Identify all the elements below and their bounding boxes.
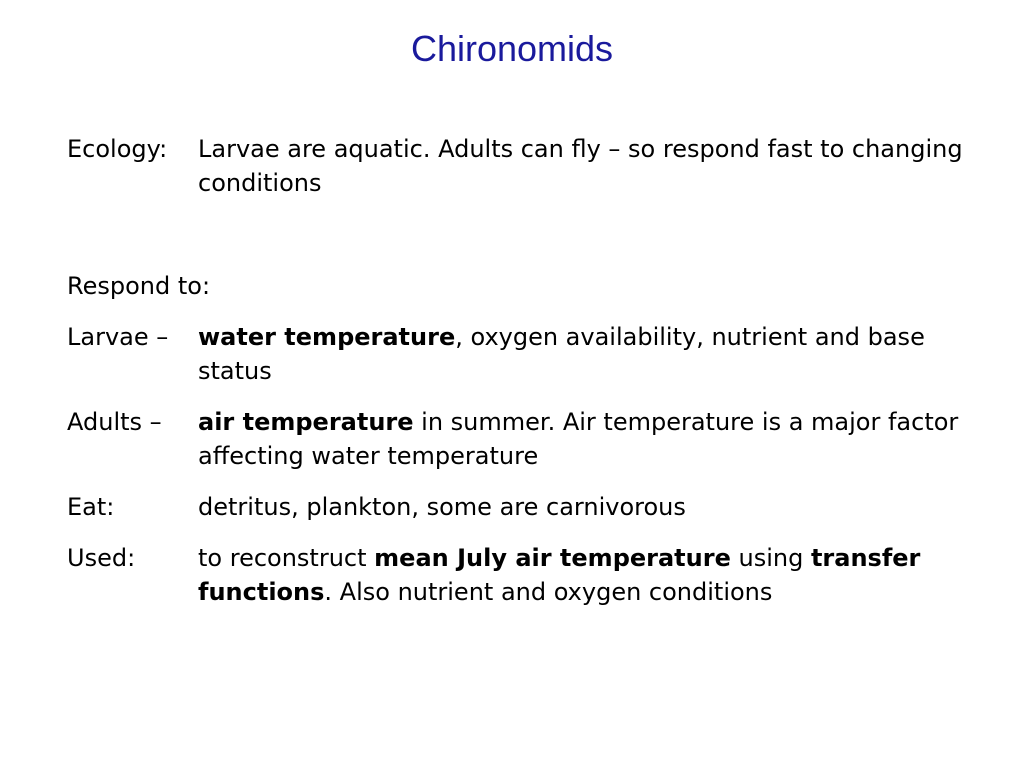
adults-rest: in summer. Air temperature is a major factor affecting water temperature bbox=[198, 408, 959, 470]
ecology-label: Ecology: bbox=[67, 135, 168, 163]
larvae-bold: water temperature bbox=[198, 323, 456, 351]
used-bold1: mean July air temperature bbox=[374, 544, 731, 572]
slide-title: Chironomids bbox=[410, 28, 614, 69]
ecology-row bbox=[67, 132, 967, 200]
adults-row bbox=[67, 405, 967, 473]
used-text bbox=[198, 541, 967, 609]
ecology-text: Larvae are aquatic. Adults can fly – so respond fast to changing conditions bbox=[198, 135, 963, 197]
respond-label: Respond to: bbox=[67, 272, 211, 300]
adults-label: Adults – bbox=[67, 408, 162, 436]
used-part2: using bbox=[730, 544, 811, 572]
larvae-text bbox=[198, 320, 967, 388]
eat-text: detritus, plankton, some are carnivorous bbox=[198, 493, 686, 521]
used-part3: . Also nutrient and oxygen conditions bbox=[324, 578, 773, 606]
used-part1: to reconstruct bbox=[198, 544, 375, 572]
eat-label: Eat: bbox=[67, 493, 115, 521]
used-bold2: transfer functions bbox=[198, 544, 921, 606]
eat-row bbox=[67, 490, 967, 524]
larvae-row bbox=[67, 320, 967, 388]
larvae-rest: , oxygen availability, nutrient and base status bbox=[198, 323, 925, 385]
adults-text bbox=[198, 405, 967, 473]
larvae-label: Larvae – bbox=[67, 323, 169, 351]
used-label: Used: bbox=[67, 544, 136, 572]
respond-row bbox=[67, 269, 967, 303]
used-row bbox=[67, 541, 967, 609]
adults-bold: air temperature bbox=[198, 408, 414, 436]
